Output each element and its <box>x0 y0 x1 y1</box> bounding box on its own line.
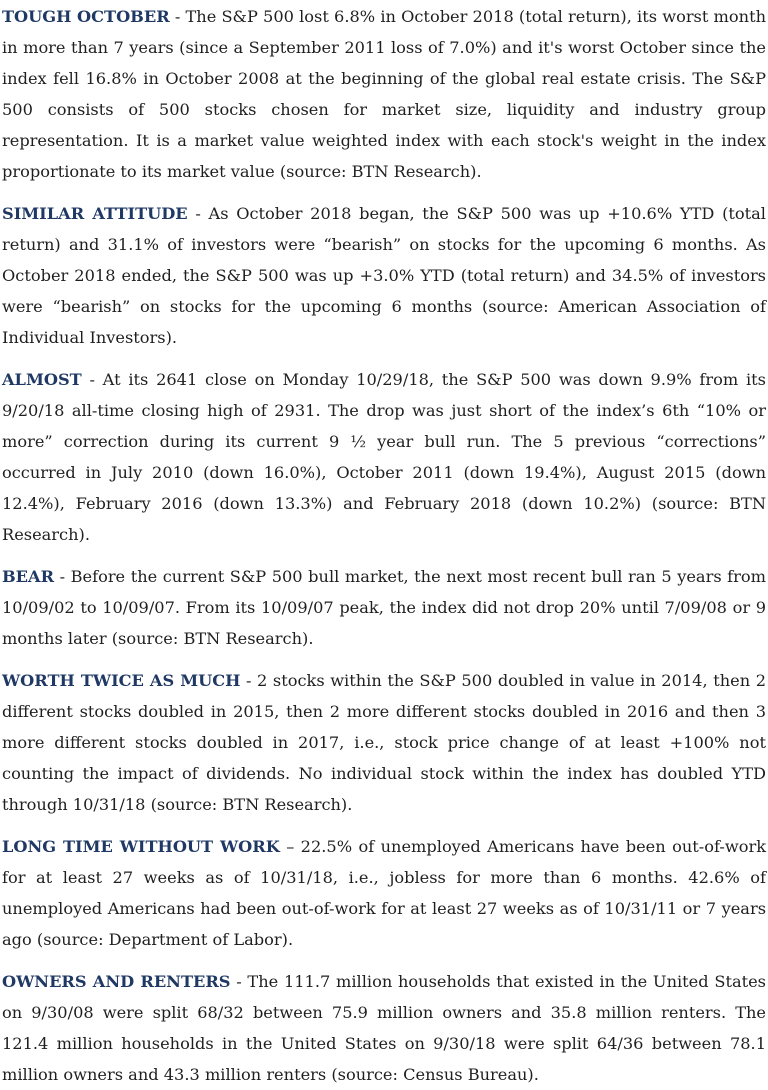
item-body: - The 111.7 million households that existed in the United States on 9/30/08 were split 68/32 between 75.9 million owners and 35.8 million renters. The 121.4 million households in the United States on 9/30/18 were split 64/36 between 78.1 million owners and 43.3 million renters (source: Census Bureau). <box>2 972 766 1084</box>
item-body: - As October 2018 began, the S&P 500 was up +10.6% YTD (total return) and 31.1% of investors were “bearish” on stocks for the upcoming 6 months. As October 2018 ended, the S&P 500 was up +3.0% YTD (total return) and 34.5% of investors were “bearish” on stocks for the upcoming 6 months (source: American Association of Individual Investors). <box>2 204 766 347</box>
item-long-time-without-work <box>2 831 766 955</box>
item-heading: TOUGH OCTOBER <box>2 7 170 26</box>
item-body: - The S&P 500 lost 6.8% in October 2018 (total return), its worst month in more than 7 years (since a September 2011 loss of 7.0%) and it's worst October since the index fell 16.8% in October 2008 at the beginning of the global real estate crisis. The S&P 500 consists of 500 stocks chosen for market size, liquidity and industry group representation. It is a market value weighted index with each stock's weight in the index proportionate to its market value (source: BTN Research). <box>2 7 766 181</box>
item-heading: ALMOST <box>2 370 82 389</box>
item-heading: OWNERS AND RENTERS <box>2 972 231 991</box>
item-heading: LONG TIME WITHOUT WORK <box>2 837 280 856</box>
item-tough-october <box>2 1 766 187</box>
item-body: – 22.5% of unemployed Americans have been out-of-work for at least 27 weeks as of 10/31/18, i.e., jobless for more than 6 months. 42.6% of unemployed Americans had been out-of-work for at least 27 weeks as of 10/31/11 or 7 years ago (source: Department of Labor). <box>2 837 767 949</box>
item-body: - Before the current S&P 500 bull market, the next most recent bull ran 5 years from 10/09/02 to 10/09/07. From its 10/09/07 peak, the index did not drop 20% until 7/09/08 or 9 months later (source: BTN Research). <box>2 567 766 648</box>
item-heading: SIMILAR ATTITUDE <box>2 204 188 223</box>
item-bear <box>2 561 766 654</box>
item-owners-and-renters <box>2 966 766 1090</box>
item-body: - 2 stocks within the S&P 500 doubled in value in 2014, then 2 different stocks doubled in 2015, then 2 more different stocks doubled in 2016 and then 3 more different stocks doubled in 2017, i.e., stock price change of at least +100% not counting the impact of dividends. No individual stock within the index has doubled YTD through 10/31/18 (source: BTN Research). <box>2 671 766 814</box>
item-worth-twice-as-much <box>2 665 766 820</box>
item-body: - At its 2641 close on Monday 10/29/18, the S&P 500 was down 9.9% from its 9/20/18 all-time closing high of 2931. The drop was just short of the index’s 6th “10% or more” correction during its current 9 ½ year bull run. The 5 previous “corrections” occurred in July 2010 (down 16.0%), October 2011 (down 19.4%), August 2015 (down 12.4%), February 2016 (down 13.3%) and February 2018 (down 10.2%) (source: BTN Research). <box>2 370 766 544</box>
item-heading: WORTH TWICE AS MUCH <box>2 671 241 690</box>
item-similar-attitude <box>2 198 766 353</box>
item-almost <box>2 364 766 550</box>
item-heading: BEAR <box>2 567 55 586</box>
